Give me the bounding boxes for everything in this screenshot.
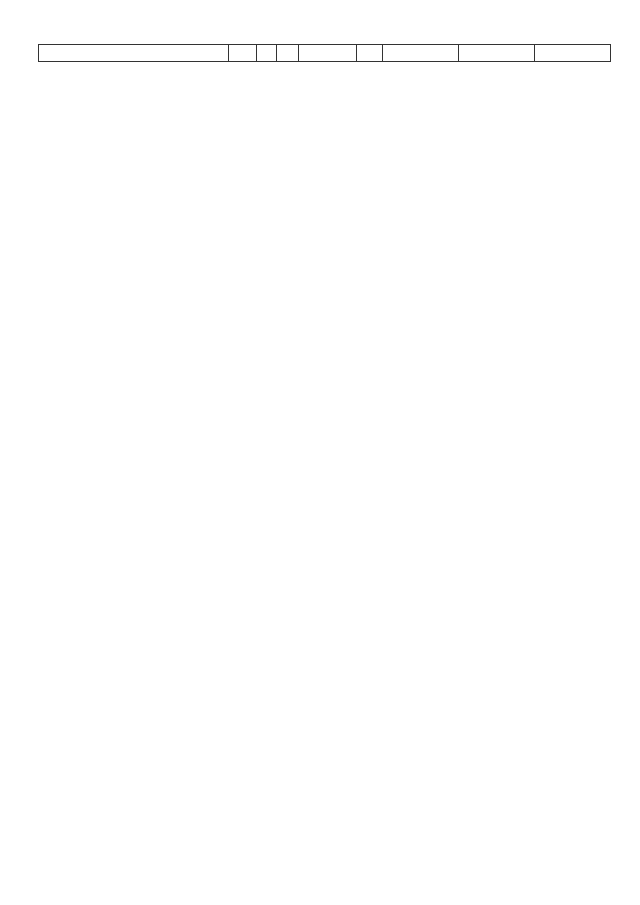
header-grbs (229, 45, 257, 62)
table-header (39, 45, 611, 62)
header-vr (357, 45, 383, 62)
header-row (39, 45, 611, 62)
budget-table (38, 44, 611, 62)
header-name (39, 45, 229, 62)
header-year3 (535, 45, 611, 62)
header-csr (299, 45, 357, 62)
header-year2 (459, 45, 535, 62)
header-rz (257, 45, 277, 62)
header-year1 (383, 45, 459, 62)
header-pr (277, 45, 299, 62)
